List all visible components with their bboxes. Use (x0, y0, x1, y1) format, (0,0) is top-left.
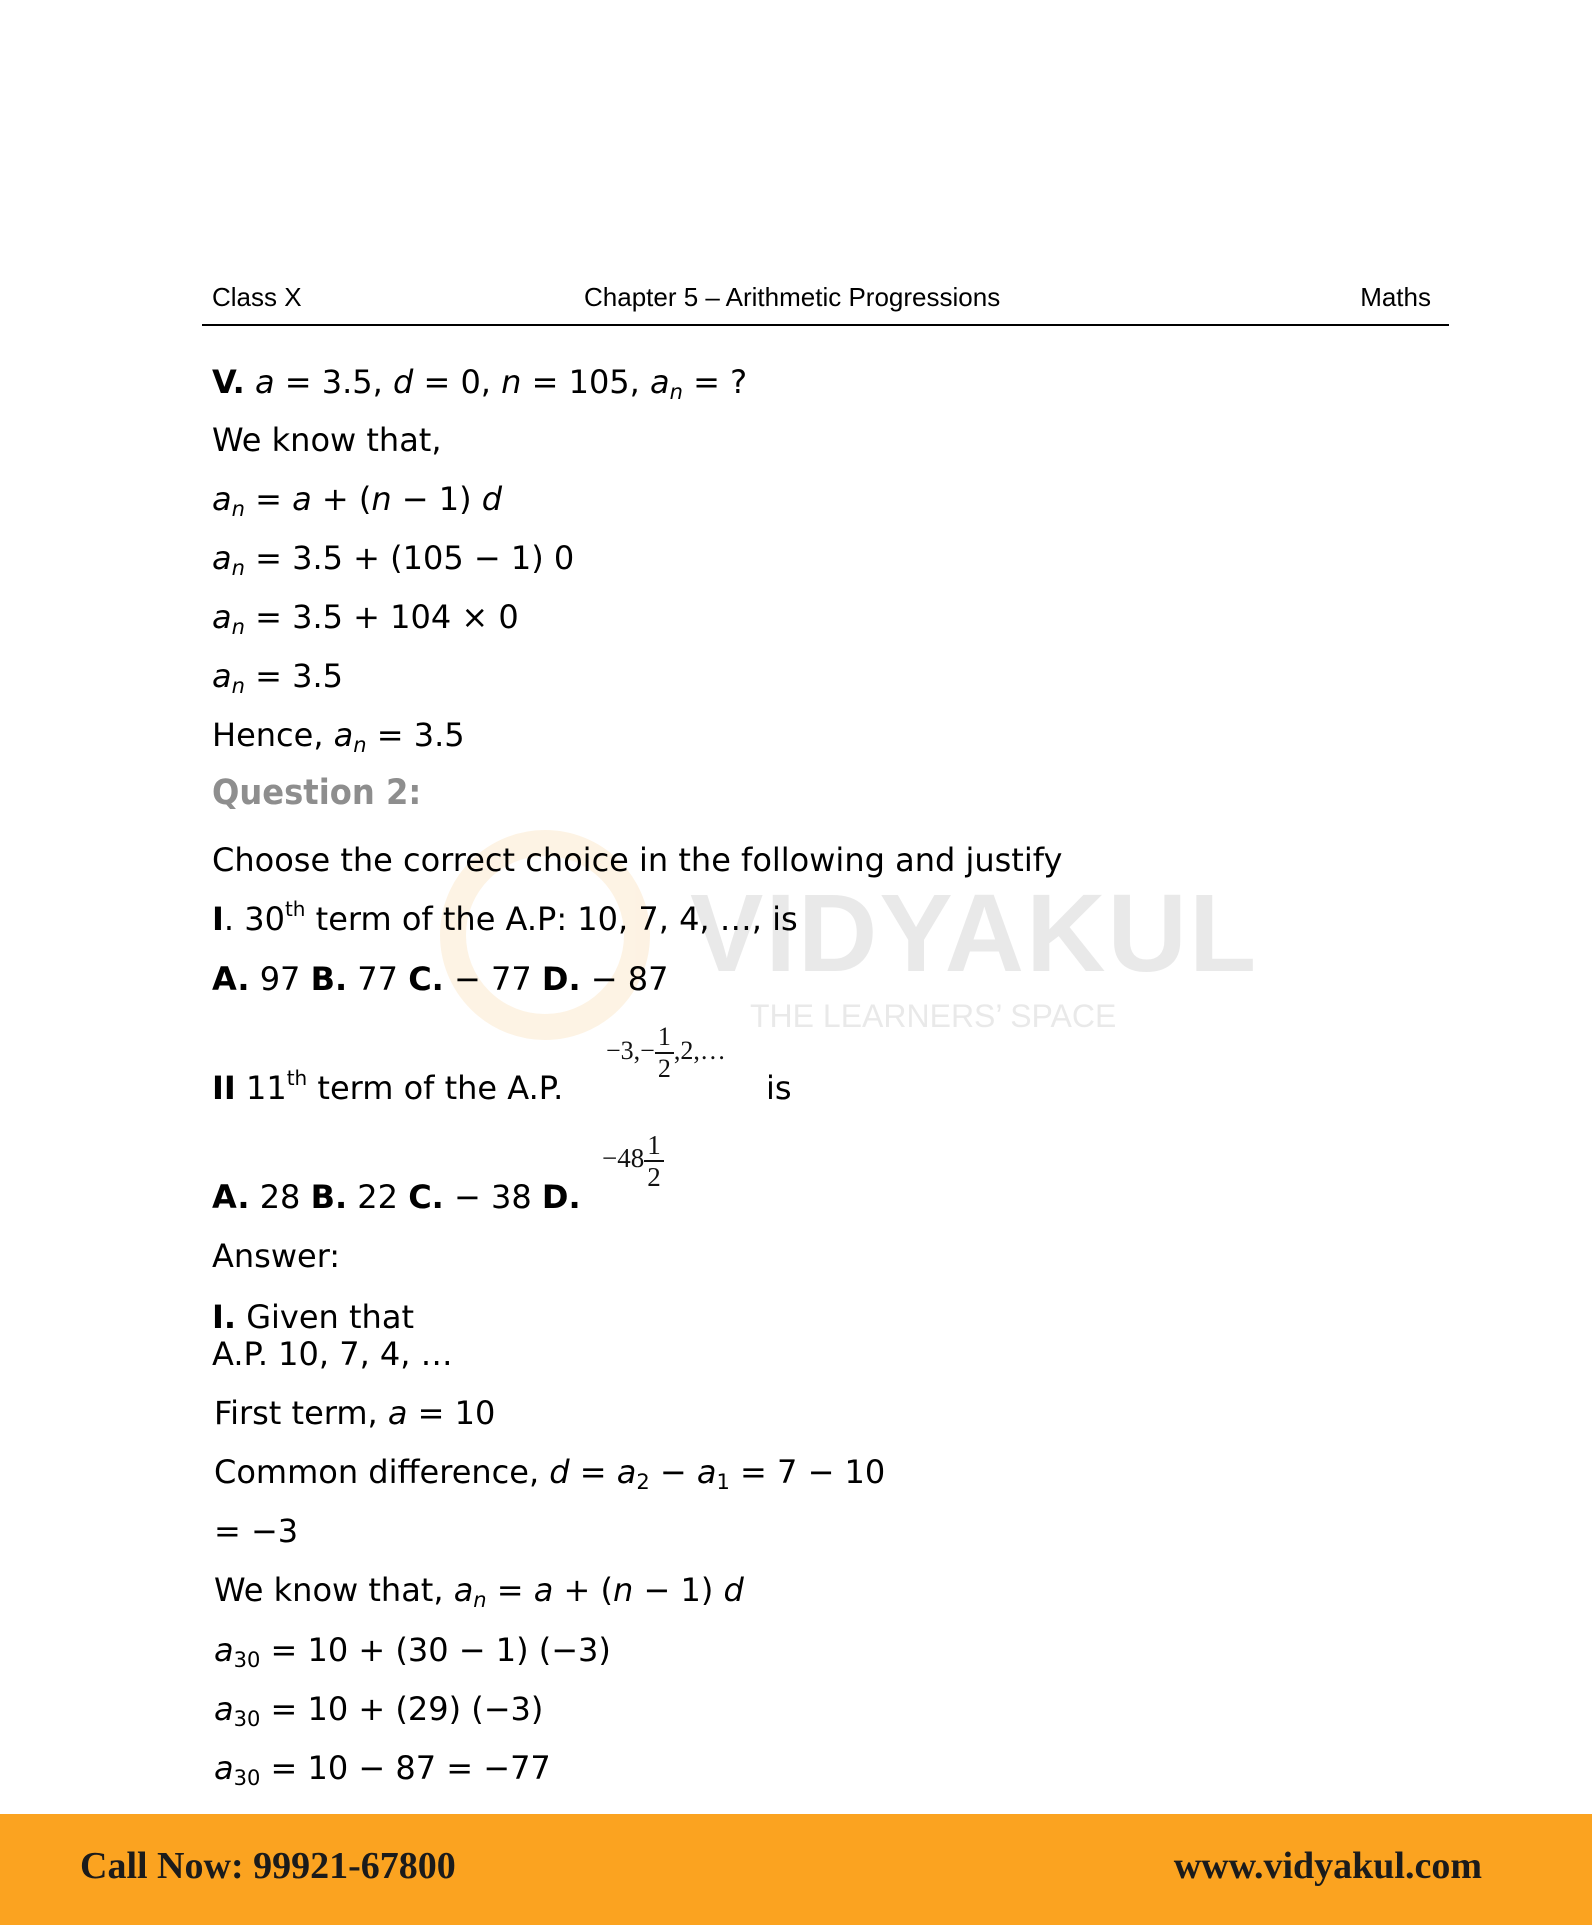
question-part-ii-tail: is (766, 1069, 792, 1107)
general-term-formula: We know that, $a_n = a + (n - 1)$ d (214, 1571, 744, 1612)
common-difference-result: = −3 (214, 1512, 299, 1550)
a30-result: $a_{30} = 10 - 87 = -77$ (214, 1749, 551, 1790)
chapter-title: Chapter 5 – Arithmetic Progressions (584, 282, 1001, 312)
formula-line: $a_n = a + (n - 1)$ d (212, 480, 503, 521)
question-prompt: Choose the correct choice in the following and justify (212, 841, 1063, 879)
question-part-i-options: A. 97 B. 77 C. − 77 D. − 87 (212, 960, 669, 998)
watermark-subtitle: THE LEARNERS’ SPACE (750, 998, 1117, 1034)
answer-given (212, 1297, 414, 1337)
call-now-text: Call Now: 99921-67800 (80, 1845, 456, 1887)
q2-roman: II (212, 1069, 236, 1107)
part-v-given: V. a = 3.5, d = 0, n = 105, $a_n$ = ? (212, 363, 748, 404)
formula-line: $a_n = 3.5 + 104 \times 0$ (212, 598, 519, 639)
answer-ap: A.P. 10, 7, 4, … (212, 1335, 453, 1373)
answer-label: Answer: (212, 1237, 341, 1275)
ap-sequence-formula: −3,− $\frac{1}{2}$ ,2,… (606, 1022, 726, 1083)
part-v-roman: V. (212, 363, 245, 401)
question-part-i: I. 30th term of the A.P: 10, 7, 4, …, is (212, 897, 798, 938)
a30-step: $a_{30} = 10 + (30 - 1)$ (−3) (214, 1631, 611, 1672)
page-header (202, 278, 1449, 326)
watermark-title: VIDYAKUL (690, 872, 1259, 995)
given-text: Given that (246, 1298, 414, 1336)
subject-label: Maths (1360, 282, 1431, 312)
class-label: Class X (212, 282, 302, 312)
question-part-ii: II 11th term of the A.P. (212, 1066, 564, 1107)
answer-roman: I. (212, 1298, 237, 1336)
website-link[interactable]: www.vidyakul.com (1173, 1845, 1482, 1887)
question-part-ii-options: A. 28 B. 22 C. − 38 D. (212, 1178, 581, 1216)
option-d-formula: −48 $\frac{1}{2}$ (602, 1130, 664, 1192)
footer-bar (0, 1814, 1592, 1925)
common-difference: Common difference, $d = a_2 - a_1 = 7 - 10$ (214, 1453, 886, 1494)
formula-line: $a_n = 3.5 + (105 - 1)$ 0 (212, 539, 575, 580)
q1-roman: I (212, 900, 224, 938)
we-know-that: We know that, (212, 421, 442, 459)
a30-step: $a_{30} = 10 + (29)$ (−3) (214, 1690, 544, 1731)
question-title: Question 2: (212, 773, 422, 813)
formula-line: $a_n = 3.5$ (212, 657, 343, 698)
first-term: First term, a = 10 (214, 1394, 496, 1432)
result-line: Hence, $a_n = 3.5$ (212, 716, 465, 757)
